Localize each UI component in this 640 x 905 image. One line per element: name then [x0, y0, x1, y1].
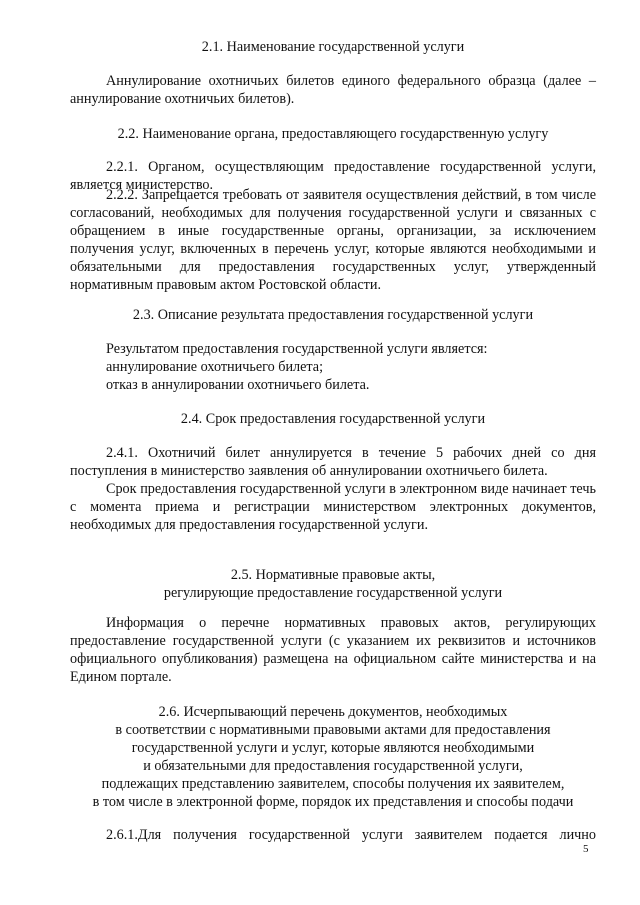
section-2-6-heading-line-5: подлежащих представлению заявителем, способы получения их заявителем,: [101, 776, 565, 792]
section-2-2-heading: 2.2. Наименование органа, предоставляющего государственную услугу: [117, 126, 549, 142]
section-2-4-1-paragraph: 2.4.1. Охотничий билет аннулируется в течение 5 рабочих дней со дня поступления в министерство заявления об аннулировании охотничьего билета.: [70, 445, 596, 479]
result-item-annulment: аннулирование охотничьего билета;: [106, 359, 324, 375]
section-2-5-heading-line-2: регулирующие предоставление государственной услуги: [163, 585, 503, 601]
section-2-2-1-paragraph: 2.2.1. Органом, осуществляющим предоставление государственной услуги, является министерство.: [70, 159, 596, 193]
section-2-6-heading-line-2: в соответствии с нормативными правовыми актами для предоставления: [115, 722, 551, 738]
section-2-5-heading-line-1: 2.5. Нормативные правовые акты,: [230, 567, 436, 583]
page-number: 5: [583, 843, 589, 855]
section-2-1-heading: 2.1. Наименование государственной услуги: [201, 39, 465, 55]
section-2-6-heading-line-4: и обязательными для предоставления государственной услуги,: [143, 758, 523, 774]
section-2-6-heading-line-6: в том числе в электронной форме, порядок их представления и способы подачи: [92, 794, 574, 810]
section-2-6-heading: [70, 703, 596, 811]
section-2-1-paragraph: Аннулирование охотничьих билетов единого федерального образца (далее – аннулирование охотничьих билетов).: [70, 73, 596, 107]
section-2-5-heading: [70, 566, 596, 602]
section-2-6-heading-line-3: государственной услуги и услуг, которые являются необходимыми: [131, 740, 535, 756]
result-item-refusal: отказ в аннулировании охотничьего билета.: [106, 377, 370, 393]
section-2-4-heading: 2.4. Срок предоставления государственной услуги: [180, 411, 486, 427]
section-2-5-paragraph: Информация о перечне нормативных правовых актов, регулирующих предоставление государственной услуги (с указанием их реквизитов и источников официального опубликования) размещена на официальном сайте министерства и на Едином портале.: [70, 615, 596, 685]
section-2-6-heading-line-1: 2.6. Исчерпывающий перечень документов, необходимых: [158, 704, 508, 720]
result-intro: Результатом предоставления государственной услуги является:: [106, 341, 488, 357]
section-2-6-1-text: 2.6.1.Для получения государственной услуги заявителем подается лично: [106, 827, 596, 843]
section-2-4-electronic-paragraph: Срок предоставления государственной услуги в электронном виде начинает течь с момента приема и регистрации министерством электронных документов, необходимых для предоставления государственной услуги.: [70, 481, 596, 533]
section-2-2-2-paragraph: 2.2.2. Запрещается требовать от заявителя осуществления действий, в том числе согласований, необходимых для получения государственной услуги и связанных с обращением в иные государственные органы, организации, за исключением получения услуг, включенных в перечень услуг, которые являются необходимыми и обязательными для предоставления государственных услуг, утвержденный нормативным правовым актом Ростовской области.: [70, 187, 596, 293]
section-2-3-heading: 2.3. Описание результата предоставления государственной услуги: [132, 307, 534, 323]
section-2-3-result-list: [70, 340, 596, 394]
section-2-6-1-paragraph: [70, 826, 596, 844]
